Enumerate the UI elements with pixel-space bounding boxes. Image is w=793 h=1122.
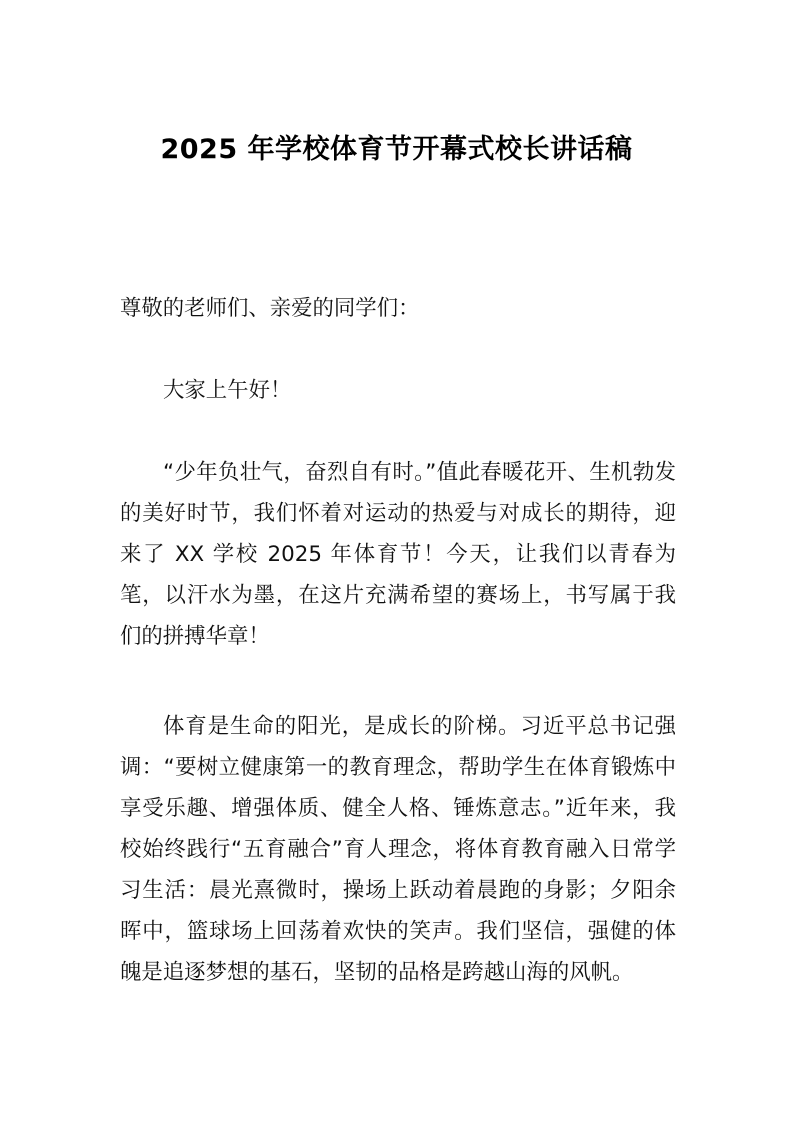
salutation: 尊敬的老师们、亲爱的同学们： <box>120 296 420 321</box>
greeting: 大家上午好！ <box>163 378 292 403</box>
paragraph-opening: “少年负壮气，奋烈自有时。”值此春暖花开、生机勃发的美好时节，我们怀着对运动的热爱与对成长的期待，迎来了 XX 学校 2025 年体育节！今天，让我们以青春为笔，以汗水为墨，在这片充满希望的赛场上，书写属于我们的拼搏华章！ <box>120 460 676 649</box>
paragraph-sports-education: 体育是生命的阳光，是成长的阶梯。习近平总书记强调：“要树立健康第一的教育理念，帮助学生在体育锻炼中享受乐趣、增强体质、健全人格、锤炼意志。”近年来，我校始终践行“五育融合”育人理念，将体育教育融入日常学习生活：晨光熹微时，操场上跃动着晨跑的身影；夕阳余晖中，篮球场上回荡着欢快的笑声。我们坚信，强健的体魄是追逐梦想的基石，坚韧的品格是跨越山海的风帆。 <box>120 714 676 985</box>
document-title: 2025 年学校体育节开幕式校长讲话稿 <box>160 134 633 165</box>
